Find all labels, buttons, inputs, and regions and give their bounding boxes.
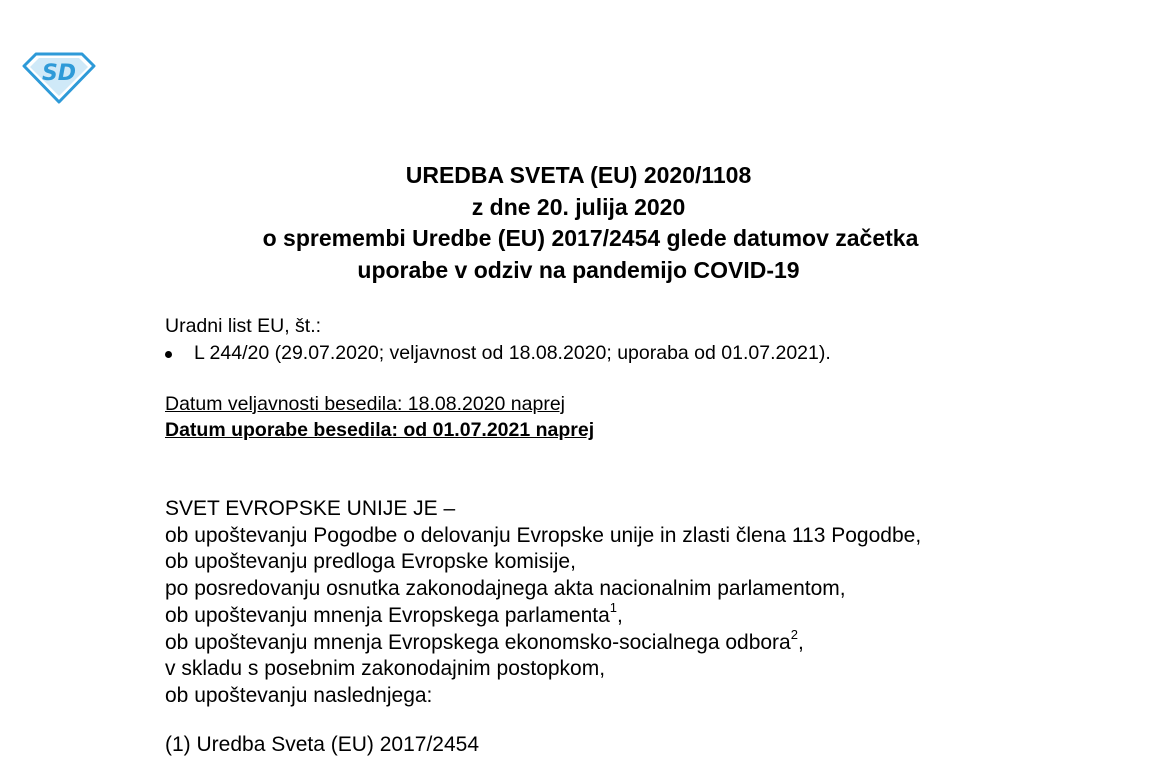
preamble-line: po posredovanju osnutka zakonodajnega akta nacionalnim parlamentom,: [165, 577, 846, 601]
title-line-3: o spremembi Uredbe (EU) 2017/2454 glede datumov začetka: [262, 225, 919, 251]
title-line-1: UREDBA SVETA (EU) 2020/1108: [405, 162, 752, 188]
title-line-2: z dne 20. julija 2020: [471, 193, 686, 220]
preamble-line: ob upoštevanju predloga Evropske komisije,: [165, 550, 576, 574]
preamble-line-text: ob upoštevanju mnenja Evropskega ekonomsko-socialnega odbora: [165, 630, 791, 654]
preamble-line: ob upoštevanju Pogodbe o delovanju Evropske unije in zlasti člena 113 Pogodbe,: [165, 523, 922, 547]
line-suffix: ,: [797, 630, 804, 654]
document-title: [0, 160, 1157, 286]
preamble-line: ob upoštevanju naslednjega:: [165, 683, 433, 707]
application-date: Datum uporabe besedila: od 01.07.2021 naprej: [165, 419, 595, 441]
gazette-reference: L 244/20 (29.07.2020; veljavnost od 18.08.2020; uporaba od 01.07.2021).: [194, 342, 831, 364]
preamble-line: [165, 626, 921, 657]
title-line-4: uporabe v odziv na pandemijo COVID-19: [357, 256, 800, 283]
preamble-line: [165, 599, 921, 630]
footnote-mark[interactable]: 2: [790, 626, 798, 642]
gazette-label: Uradni list EU, št.:: [165, 315, 322, 337]
bullet-icon: [165, 351, 172, 358]
preamble-line-text: ob upoštevanju mnenja Evropskega parlamenta: [165, 603, 610, 627]
footnote-mark[interactable]: 1: [609, 599, 618, 615]
cutoff-recital: (1) Uredba Sveta (EU) 2017/2454: [165, 733, 480, 756]
preamble: [165, 496, 921, 710]
preamble-line: v skladu s posebnim zakonodajnim postopkom,: [165, 657, 606, 681]
logo-text: SD: [41, 61, 77, 86]
line-suffix: ,: [617, 603, 623, 627]
sd-logo-icon: [22, 50, 96, 104]
validity-date: Datum veljavnosti besedila: 18.08.2020 naprej: [165, 393, 566, 415]
preamble-heading: SVET EVROPSKE UNIJE JE –: [165, 497, 456, 520]
